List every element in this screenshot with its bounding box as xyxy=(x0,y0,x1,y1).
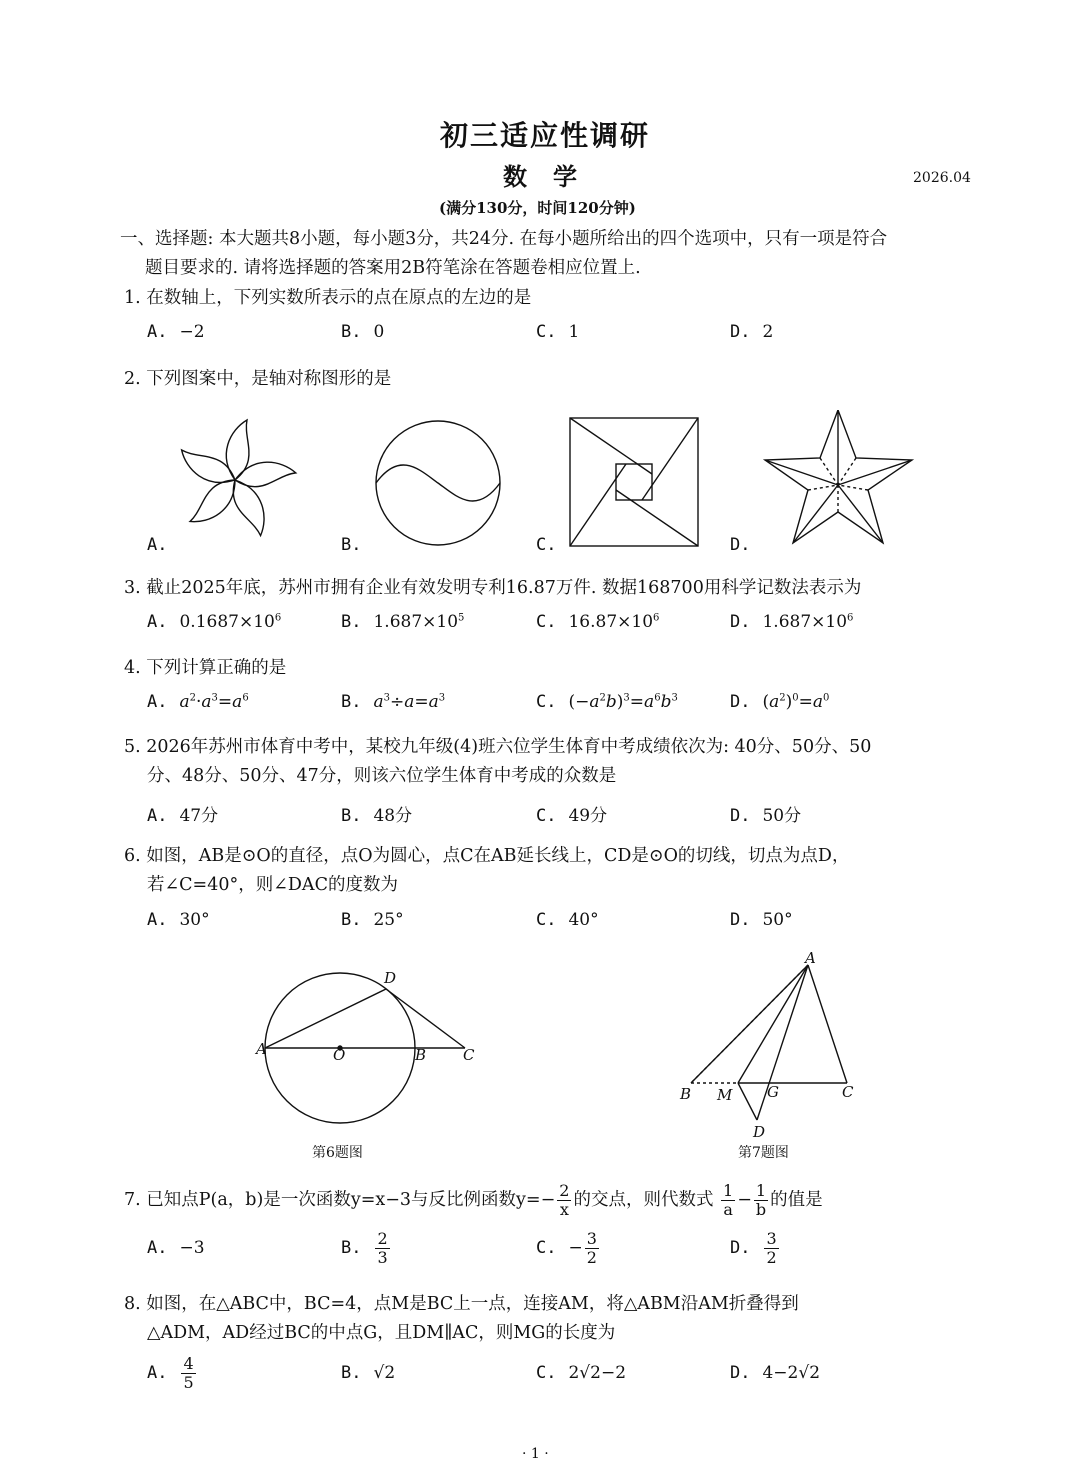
q1-option-a: A. −2 xyxy=(147,322,205,342)
fig7-label-b: B xyxy=(680,1085,692,1103)
q6-stem-line2: 若∠C=40°，则∠DAC的度数为 xyxy=(147,875,398,895)
q7-option-d: D. $\frac{3}{2}$ xyxy=(730,1229,777,1267)
q7-option-a: A. −3 xyxy=(147,1238,205,1258)
fig7-label-c: C xyxy=(842,1083,854,1101)
q8-option-b: B. √2 xyxy=(341,1363,396,1383)
q3-option-b: B. $1.687\times 10^5$ xyxy=(341,612,465,632)
q4-option-b: B. $a^3\div a=a^3$ xyxy=(341,692,446,712)
fig7-caption: 第7题图 xyxy=(738,1145,789,1161)
fig6-caption: 第6题图 xyxy=(312,1145,363,1161)
q2-stem: 2. 下列图案中，是轴对称图形的是 xyxy=(124,369,392,389)
exam-title: 初三适应性调研 xyxy=(440,119,651,152)
fig7-label-d: D xyxy=(753,1123,766,1141)
q6-option-b: B. 25° xyxy=(341,910,404,930)
square-pinwheel-pattern-icon xyxy=(570,418,698,546)
q2-figures xyxy=(175,410,1035,560)
q2-label-c: C. xyxy=(536,535,557,555)
yin-yang-pattern-icon xyxy=(376,421,500,545)
fig6-label-c: C xyxy=(463,1046,475,1064)
section-instruction-line2: 题目要求的. 请将选择题的答案用2B符笔涂在答题卷相应位置上. xyxy=(145,258,641,278)
fig7-label-a: A xyxy=(805,949,816,967)
q7-stem: 7. 已知点P(a，b)是一次函数y=x−3与反比例函数y=− $\frac{2}{x}$ 的交点，则代数式 $\frac{1}{a}$ − $\frac{1}{b}$ 的值是 xyxy=(124,1181,823,1219)
q4-option-d: D. $(a^2)^0=a^0$ xyxy=(730,692,830,712)
q1-option-b: B. 0 xyxy=(341,322,385,342)
q5-option-b: B. 48分 xyxy=(341,806,413,826)
q8-stem-line1: 8. 如图，在△ABC中，BC=4，点M是BC上一点，连接AM，将△ABM沿AM折叠得到 xyxy=(124,1294,799,1314)
q5-option-d: D. 50分 xyxy=(730,806,802,826)
star-pattern-icon xyxy=(765,410,912,543)
fig7-label-g: G xyxy=(767,1083,779,1101)
q6-option-a: A. 30° xyxy=(147,910,210,930)
fig6-label-a: A xyxy=(256,1040,267,1058)
fig6-label-d: D xyxy=(384,969,397,987)
q6-stem-line1: 6. 如图，AB是⊙O的直径，点O为圆心，点C在AB延长线上，CD是⊙O的切线，切点为点D， xyxy=(124,846,850,866)
q2-label-b: B. xyxy=(341,535,362,555)
q1-option-d: D. 2 xyxy=(730,322,774,342)
q3-option-a: A. $0.1687\times 10^6$ xyxy=(147,612,282,632)
q2-label-a: A. xyxy=(147,535,168,555)
section-instruction-line1: 一、选择题: 本大题共8小题，每小题3分，共24分. 在每小题所给出的四个选项中，只有一项是符合 xyxy=(120,229,888,249)
fig6-label-o: O xyxy=(333,1046,346,1064)
q3-option-c: C. $16.87\times 10^6$ xyxy=(536,612,660,632)
q8-stem-line2: △ADM，AD经过BC的中点G，且DM∥AC，则MG的长度为 xyxy=(147,1323,616,1343)
q6-option-d: D. 50° xyxy=(730,910,793,930)
geometry-figures xyxy=(240,945,900,1145)
fig6-label-b: B xyxy=(415,1046,427,1064)
fig7-label-m: M xyxy=(717,1086,733,1104)
exam-date: 2026.04 xyxy=(913,170,971,186)
q2-label-d: D. xyxy=(730,535,751,555)
q6-option-c: C. 40° xyxy=(536,910,599,930)
q5-option-a: A. 47分 xyxy=(147,806,219,826)
q5-option-c: C. 49分 xyxy=(536,806,608,826)
q1-option-c: C. 1 xyxy=(536,322,580,342)
flower-pattern-icon xyxy=(175,420,296,537)
q3-stem: 3. 截止2025年底，苏州市拥有企业有效发明专利16.87万件. 数据168700用科学记数法表示为 xyxy=(124,578,862,598)
q8-option-a: A. $\frac{4}{5}$ xyxy=(147,1354,194,1392)
q7-option-c: C. − $\frac{3}{2}$ xyxy=(536,1229,597,1267)
q8-option-c: C. 2√2−2 xyxy=(536,1363,627,1383)
q4-option-c: C. $(-a^2b)^3=a^6b^3$ xyxy=(536,692,678,712)
q5-stem-line2: 分、48分、50分、47分，则该六位学生体育中考成的众数是 xyxy=(147,766,617,786)
subject-title: 数学 xyxy=(503,162,603,191)
q1-stem: 1. 在数轴上，下列实数所表示的点在原点的左边的是 xyxy=(124,288,532,308)
figure-6 xyxy=(265,973,465,1123)
q5-stem-line1: 5. 2026年苏州市体育中考中，某校九年级(4)班六位学生体育中考成绩依次为: 40分、50分、50 xyxy=(124,737,872,757)
q4-option-a: A. $a^2\cdot a^3=a^6$ xyxy=(147,692,249,712)
exam-subtitle: (满分130分，时间120分钟) xyxy=(439,199,636,217)
q4-stem: 4. 下列计算正确的是 xyxy=(124,658,287,678)
page-number: · 1 · xyxy=(522,1446,549,1462)
q8-option-d: D. 4−2√2 xyxy=(730,1363,821,1383)
q3-option-d: D. $1.687\times 10^6$ xyxy=(730,612,854,632)
q7-option-b: B. $\frac{2}{3}$ xyxy=(341,1229,388,1267)
